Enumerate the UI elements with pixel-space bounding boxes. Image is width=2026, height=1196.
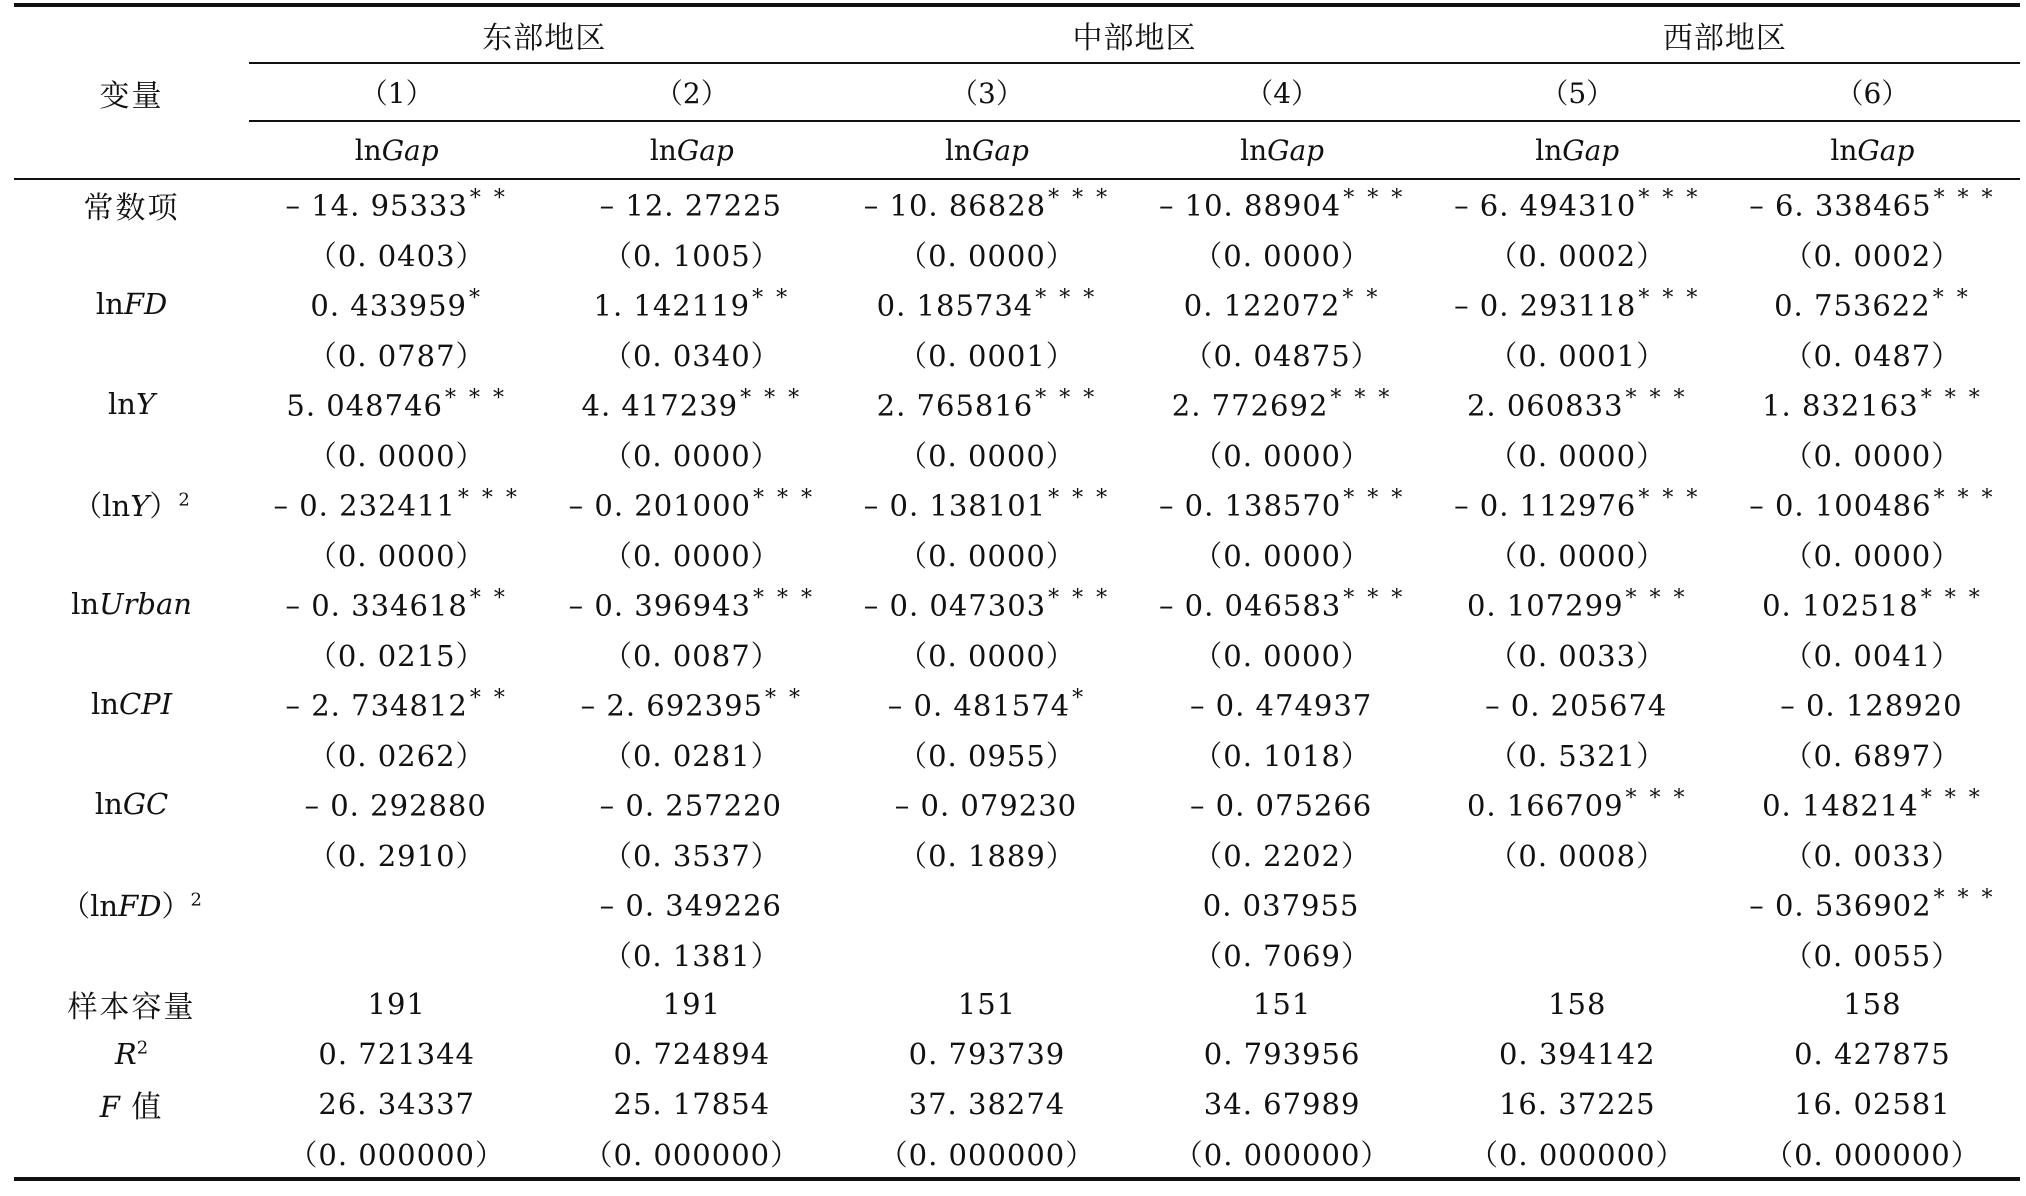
coef-cell: 0. 753622* *: [1774, 285, 1971, 323]
empty-cell: [14, 529, 249, 579]
coef-cell: – 0. 205674: [1485, 688, 1668, 723]
table-row: [14, 279, 2020, 329]
pvalue-cell: （0. 0087）: [602, 638, 781, 673]
pvalue-cell: （0. 0000）: [307, 538, 486, 573]
column-number: （5）: [1430, 63, 1725, 121]
row-label-lny: lnY: [108, 387, 156, 421]
coef-cell: – 6. 494310* * *: [1454, 186, 1701, 223]
stat-cell: 0. 724894: [613, 1037, 771, 1071]
stat-cell: 191: [367, 987, 426, 1021]
coef-cell: 1. 142119* *: [593, 285, 791, 323]
stat-cell: 0. 721344: [318, 1037, 475, 1071]
coef-cell: – 0. 349226: [599, 888, 782, 923]
coef-cell: – 2. 692395* *: [580, 685, 803, 723]
pvalue-cell: （0. 0033）: [1783, 838, 1962, 873]
pvalue-cell: （0. 1005）: [602, 238, 781, 273]
table-row: [14, 879, 2020, 929]
pvalue-cell: （0. 7069）: [1193, 938, 1371, 973]
coef-cell: [839, 879, 1134, 929]
coef-cell: – 0. 138570* * *: [1158, 485, 1406, 523]
pvalue-cell: （0. 0008）: [1488, 838, 1667, 873]
pvalue-cell: （0. 0262）: [307, 738, 486, 773]
coef-cell: 0. 037955: [1202, 888, 1360, 923]
pvalue-cell: （0. 0055）: [1783, 938, 1962, 973]
coef-cell: 2. 060833* * *: [1466, 385, 1688, 423]
table-row: [14, 379, 2020, 429]
table-row: [14, 1029, 2020, 1079]
region-west: 西部地区: [1430, 5, 2020, 63]
coef-cell: – 0. 474937: [1189, 688, 1373, 723]
pvalue-cell: （0. 0000）: [898, 438, 1076, 473]
pvalue-cell: （0. 1018）: [1193, 738, 1371, 773]
pvalue-cell: （0. 0000）: [1783, 438, 1962, 473]
coef-cell: 2. 765816* * *: [876, 385, 1098, 423]
table-row: [14, 679, 2020, 729]
pvalue-cell: （0. 000000）: [249, 1129, 544, 1179]
row-label-r-squared: $R^2$: [114, 1037, 149, 1071]
row-label-f-value: F 值: [99, 1090, 164, 1125]
coef-cell: 0. 185734* * *: [876, 285, 1098, 323]
coef-cell: – 0. 481574*: [887, 685, 1087, 723]
region-east: 东部地区: [249, 5, 839, 63]
column-number: （4）: [1135, 63, 1430, 121]
pvalue-cell: （0. 0000）: [307, 438, 486, 473]
table-row: [14, 1129, 2020, 1179]
coef-cell: – 0. 201000* * *: [568, 485, 815, 523]
stat-cell: 37. 38274: [908, 1087, 1066, 1121]
coef-cell: – 10. 86828* * *: [863, 186, 1111, 223]
empty-cell: [14, 829, 249, 879]
pvalue-cell: （0. 2202）: [1193, 838, 1371, 873]
table-row: [14, 179, 2020, 229]
pvalue-cell: （0. 0340）: [602, 338, 781, 373]
stat-cell: 25. 17854: [613, 1087, 771, 1121]
pvalue-cell: （0. 0000）: [1488, 538, 1667, 573]
coef-cell: 5. 048746* * *: [286, 385, 507, 423]
empty-cell: [14, 729, 249, 779]
pvalue-cell: （0. 0000）: [602, 538, 781, 573]
pvalue-cell: （0. 0000）: [1193, 238, 1371, 273]
coef-cell: – 0. 536902* * *: [1749, 885, 1996, 923]
pvalue-cell: （0. 0001）: [898, 338, 1076, 373]
table-row: [14, 779, 2020, 829]
coef-cell: – 0. 046583* * *: [1158, 585, 1406, 623]
coef-cell: – 12. 27225: [599, 188, 782, 223]
row-label-lnfd-squared: （lnFD）$^2$: [61, 888, 202, 923]
row-label-lnurban: lnUrban: [71, 587, 192, 621]
pvalue-cell: （0. 0281）: [602, 738, 781, 773]
stat-cell: 158: [1548, 987, 1607, 1021]
coef-cell: – 0. 293118* * *: [1454, 285, 1701, 323]
region-central: 中部地区: [839, 5, 1429, 63]
row-label-lncpi: lnCPI: [90, 687, 173, 721]
dependent-variable: lnGap: [839, 121, 1134, 179]
dependent-variable: lnGap: [1430, 121, 1725, 179]
pvalue-cell: （0. 000000）: [1135, 1129, 1430, 1179]
coef-cell: – 14. 95333* *: [285, 186, 508, 223]
table-row: [14, 529, 2020, 579]
row-label-constant: 常数项: [83, 190, 180, 226]
coef-cell: [249, 879, 544, 929]
coef-cell: – 0. 257220: [599, 788, 782, 823]
coef-cell: – 0. 232411* * *: [273, 485, 520, 523]
coef-cell: 0. 107299* * *: [1466, 585, 1688, 623]
stat-cell: 158: [1843, 987, 1902, 1021]
pvalue-cell: （0. 04875）: [1183, 338, 1381, 373]
empty-cell: [14, 1129, 249, 1179]
coef-cell: – 10. 88904* * *: [1158, 186, 1406, 223]
pvalue-cell: （0. 6897）: [1783, 738, 1962, 773]
empty-cell: [14, 629, 249, 679]
regression-table-container: [14, 3, 2020, 1181]
coef-cell: 0. 122072* *: [1183, 285, 1381, 323]
table-row: [14, 729, 2020, 779]
stat-cell: 0. 793956: [1203, 1037, 1361, 1071]
pvalue-cell: （0. 0000）: [1193, 638, 1371, 673]
coef-cell: – 2. 734812* *: [285, 685, 508, 723]
pvalue-cell: （0. 0787）: [307, 338, 486, 373]
stat-cell: 26. 34337: [318, 1087, 475, 1121]
pvalue-cell: （0. 0033）: [1488, 638, 1667, 673]
pvalue-cell: （0. 0000）: [1193, 538, 1371, 573]
regression-table: [14, 3, 2020, 1181]
table-body: [14, 179, 2020, 1179]
empty-cell: [14, 229, 249, 279]
pvalue-cell: （0. 0000）: [898, 538, 1076, 573]
coef-cell: 0. 148214* * *: [1762, 785, 1983, 823]
coef-cell: 2. 772692* * *: [1171, 385, 1393, 423]
column-number: （1）: [249, 63, 544, 121]
table-row: [14, 429, 2020, 479]
dependent-variable: lnGap: [1135, 121, 1430, 179]
stat-cell: 34. 67989: [1203, 1087, 1361, 1121]
row-label-lngc: lnGC: [94, 787, 169, 821]
stat-cell: 151: [1252, 987, 1312, 1021]
pvalue-cell: （0. 0487）: [1783, 338, 1962, 373]
pvalue-cell: [1430, 929, 1725, 979]
pvalue-cell: （0. 000000）: [1725, 1129, 2020, 1179]
stat-cell: 151: [957, 987, 1017, 1021]
pvalue-cell: （0. 0000）: [898, 638, 1076, 673]
coef-cell: – 0. 075266: [1189, 788, 1373, 823]
pvalue-cell: （0. 3537）: [602, 838, 781, 873]
pvalue-cell: （0. 0403）: [307, 238, 486, 273]
stat-cell: 16. 02581: [1794, 1087, 1951, 1121]
coef-cell: – 6. 338465* * *: [1749, 186, 1996, 223]
coef-cell: 4. 417239* * *: [581, 385, 803, 423]
pvalue-cell: [839, 929, 1134, 979]
table-row: [14, 629, 2020, 679]
column-number: （6）: [1725, 63, 2020, 121]
pvalue-cell: （0. 000000）: [544, 1129, 839, 1179]
stat-cell: 191: [662, 987, 721, 1021]
pvalue-cell: （0. 0000）: [1783, 538, 1962, 573]
coef-cell: – 0. 047303* * *: [863, 585, 1111, 623]
table-row: [14, 829, 2020, 879]
pvalue-cell: （0. 0001）: [1488, 338, 1667, 373]
row-label-lnfd: lnFD: [95, 287, 168, 321]
pvalue-cell: （0. 0041）: [1783, 638, 1962, 673]
table-row: [14, 229, 2020, 279]
pvalue-cell: （0. 0215）: [307, 638, 486, 673]
table-row: [14, 1079, 2020, 1129]
stat-cell: 0. 793739: [908, 1037, 1066, 1071]
pvalue-cell: （0. 0002）: [1488, 238, 1667, 273]
pvalue-cell: （0. 000000）: [839, 1129, 1134, 1179]
empty-cell: [14, 429, 249, 479]
coef-cell: – 0. 079230: [894, 788, 1078, 823]
pvalue-cell: （0. 0000）: [898, 238, 1076, 273]
coef-cell: – 0. 334618* *: [285, 585, 508, 623]
table-row: [14, 579, 2020, 629]
header-variable: 变量: [14, 5, 249, 179]
coef-cell: 0. 433959*: [310, 285, 483, 323]
pvalue-cell: （0. 0002）: [1783, 238, 1962, 273]
pvalue-cell: （0. 5321）: [1488, 738, 1667, 773]
coef-cell: – 0. 138101* * *: [863, 485, 1111, 523]
coef-cell: – 0. 128920: [1780, 688, 1963, 723]
coef-cell: – 0. 112976* * *: [1454, 485, 1701, 523]
coef-cell: [1430, 879, 1725, 929]
table-row: [14, 929, 2020, 979]
dependent-variable: lnGap: [544, 121, 839, 179]
empty-cell: [14, 329, 249, 379]
empty-cell: [14, 929, 249, 979]
coef-cell: – 0. 396943* * *: [568, 585, 815, 623]
row-label-lny-squared: $(\ln Y)^2$: [73, 488, 190, 523]
dependent-variable: lnGap: [249, 121, 544, 179]
coef-cell: – 0. 292880: [304, 788, 487, 823]
pvalue-cell: （0. 1889）: [898, 838, 1076, 873]
table-row: [14, 329, 2020, 379]
dependent-variable: lnGap: [1725, 121, 2020, 179]
table-row: [14, 979, 2020, 1029]
coef-cell: 1. 832163* * *: [1762, 385, 1983, 423]
coef-cell: – 0. 100486* * *: [1749, 485, 1996, 523]
coef-cell: 0. 166709* * *: [1466, 785, 1688, 823]
pvalue-cell: （0. 0000）: [1193, 438, 1371, 473]
row-label-sample-size: 样本容量: [67, 990, 196, 1025]
pvalue-cell: （0. 0955）: [898, 738, 1076, 773]
table-row: [14, 479, 2020, 529]
stat-cell: 0. 427875: [1794, 1037, 1951, 1071]
stat-cell: 16. 37225: [1498, 1087, 1656, 1121]
pvalue-cell: [249, 929, 544, 979]
pvalue-cell: （0. 0000）: [1488, 438, 1667, 473]
coef-cell: 0. 102518* * *: [1762, 585, 1983, 623]
pvalue-cell: （0. 0000）: [602, 438, 781, 473]
pvalue-cell: （0. 2910）: [307, 838, 486, 873]
pvalue-cell: （0. 1381）: [602, 938, 781, 973]
column-number: （2）: [544, 63, 839, 121]
stat-cell: 0. 394142: [1498, 1037, 1656, 1071]
pvalue-cell: （0. 000000）: [1430, 1129, 1725, 1179]
column-number: （3）: [839, 63, 1134, 121]
